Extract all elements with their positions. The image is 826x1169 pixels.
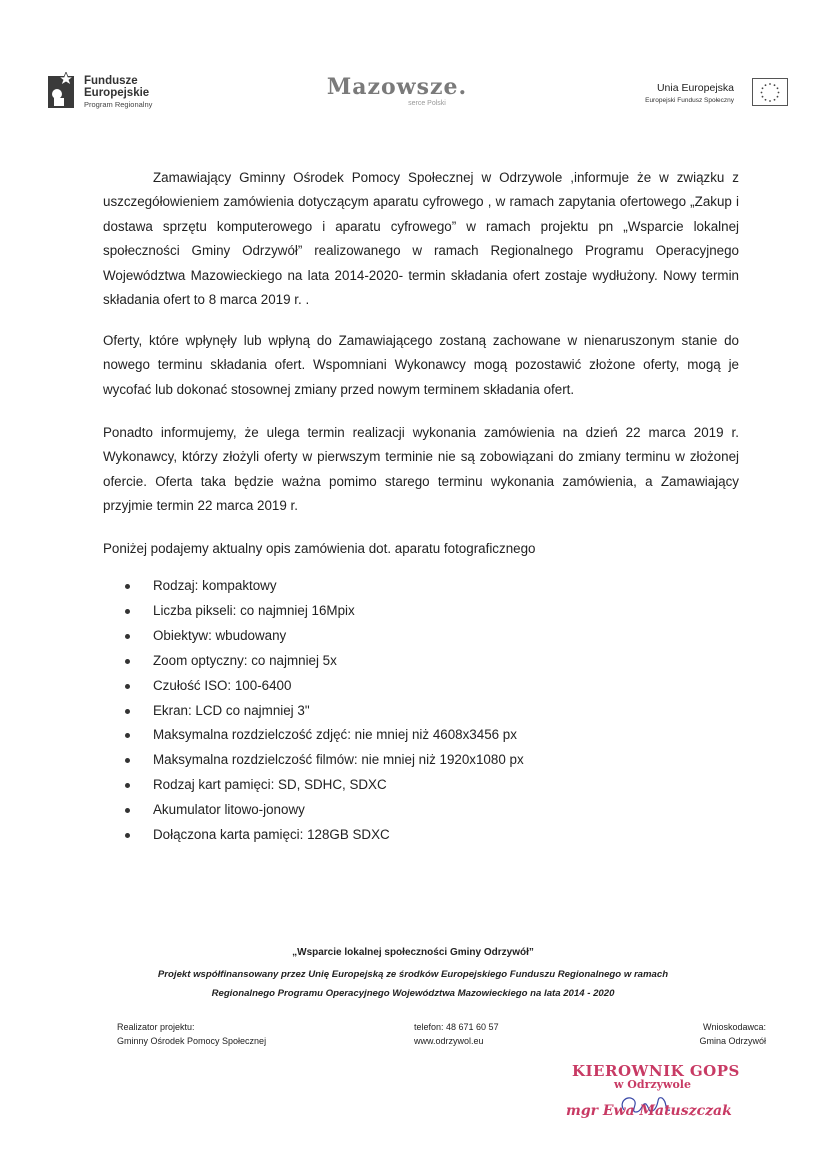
list-item: Maksymalna rozdzielczość filmów: nie mniej niż 1920x1080 px: [121, 748, 721, 773]
stamp-name: mgr Ewa Matuszczak: [566, 1103, 732, 1119]
footer-cofinancing-line1: Projekt współfinansowany przez Unię Europejską ze środków Europejskiego Funduszu Regionalnego w ramach: [157, 969, 669, 980]
list-item: Dołączona karta pamięci: 128GB SDXC: [121, 823, 721, 848]
list-item: Akumulator litowo-jonowy: [121, 798, 721, 823]
mazowsze-tagline: serce Polski: [408, 100, 446, 107]
footer-contact: [414, 1020, 499, 1048]
ue-subtitle: Europejski Fundusz Społeczny: [645, 97, 734, 104]
paragraph-camera-intro: Poniżej podajemy aktualny opis zamówienia dot. aparatu fotograficznego: [103, 541, 536, 556]
fe-title-line2: Europejskie: [84, 87, 150, 99]
paragraph-offers: Oferty, które wpłynęły lub wpłyną do Zamawiającego zostaną zachowane w nienaruszonym stanie do nowego terminu składania ofert. Wspomniani Wykonawcy mogą pozostawić złożone oferty, mogą je wycofać lub dokonać stosownej zmiany przed nowym terminem składania ofert.: [103, 333, 739, 397]
applicant-value: Gmina Odrzywół: [699, 1036, 766, 1046]
website-text: www.odrzywol.eu: [414, 1036, 484, 1046]
phone-text: telefon: 48 671 60 57: [414, 1022, 499, 1032]
eu-flag-icon: [752, 78, 788, 106]
mazowsze-logo: [312, 74, 482, 114]
unia-europejska-logo: [598, 77, 788, 111]
paragraph-realization-date: Ponadto informujemy, że ulega termin realizacji wykonania zamówienia na dzień 22 marca 2019 r. Wykonawcy, którzy złożyli oferty w pierwszym terminie nie są zobowiązani do zmiany terminu w złożonej ofercie. Oferta taka będzie ważna pomimo starego terminu wykonania zamówienia, a Zamawiający przyjmie termin 22 marca 2019 r.: [103, 425, 739, 514]
list-item: Rodzaj: kompaktowy: [121, 574, 721, 599]
list-item: Zoom optyczny: co najmniej 5x: [121, 649, 721, 674]
mazowsze-wordmark: Mazowsze.: [326, 74, 468, 100]
list-item: Obiektyw: wbudowany: [121, 624, 721, 649]
fe-title-line1: Fundusze: [84, 75, 138, 87]
list-item: Maksymalna rozdzielczość zdjęć: nie mniej niż 4608x3456 px: [121, 723, 721, 748]
fe-subtitle: Program Regionalny: [84, 100, 153, 109]
camera-spec-list: [121, 574, 721, 848]
footer-cofinancing-line2: Regionalnego Programu Operacyjnego Województwa Mazowieckiego na lata 2014 - 2020: [211, 988, 615, 999]
stamp-title: KIEROWNIK GOPS: [572, 1062, 740, 1080]
fundusze-europejskie-logo: [48, 72, 198, 112]
footer-project-title: „Wsparcie lokalnej społeczności Gminy Odrzywół”: [292, 947, 534, 958]
stamp-location: w Odrzywole: [614, 1078, 691, 1091]
implementer-label: Realizator projektu:: [117, 1022, 195, 1032]
paragraph-deadline-extension: Zamawiający Gminny Ośrodek Pomocy Społecznej w Odrzywole ,informuje że w związku z uszczegółowieniem zamówienia dotyczącym aparatu cyfrowego , w ramach zapytania ofertowego „Zakup i dostawa sprzętu komputerowego i aparatu cyfrowego” w ramach projektu pn „Wsparcie lokalnej społeczności Gminy Odrzywół” realizowanego w ramach Regionalnego Programu Operacyjnego Województwa Mazowieckiego na lata 2014-2020- termin składania ofert zostaje wydłużony. Nowy termin składania ofert to 8 marca 2019 r. .: [103, 170, 739, 308]
ue-title: Unia Europejska: [656, 82, 734, 94]
list-item: Czułość ISO: 100-6400: [121, 674, 721, 699]
implementer-value: Gminny Ośrodek Pomocy Społecznej: [117, 1036, 267, 1046]
list-item: Ekran: LCD co najmniej 3": [121, 699, 721, 724]
applicant-label: Wnioskodawca:: [702, 1022, 766, 1032]
footer-implementer: [117, 1020, 266, 1048]
list-item: Liczba pikseli: co najmniej 16Mpix: [121, 599, 721, 624]
fundusze-europejskie-icon: [48, 72, 76, 110]
official-stamp: [552, 1062, 742, 1132]
footer-applicant: [699, 1020, 766, 1048]
list-item: Rodzaj kart pamięci: SD, SDHC, SDXC: [121, 773, 721, 798]
